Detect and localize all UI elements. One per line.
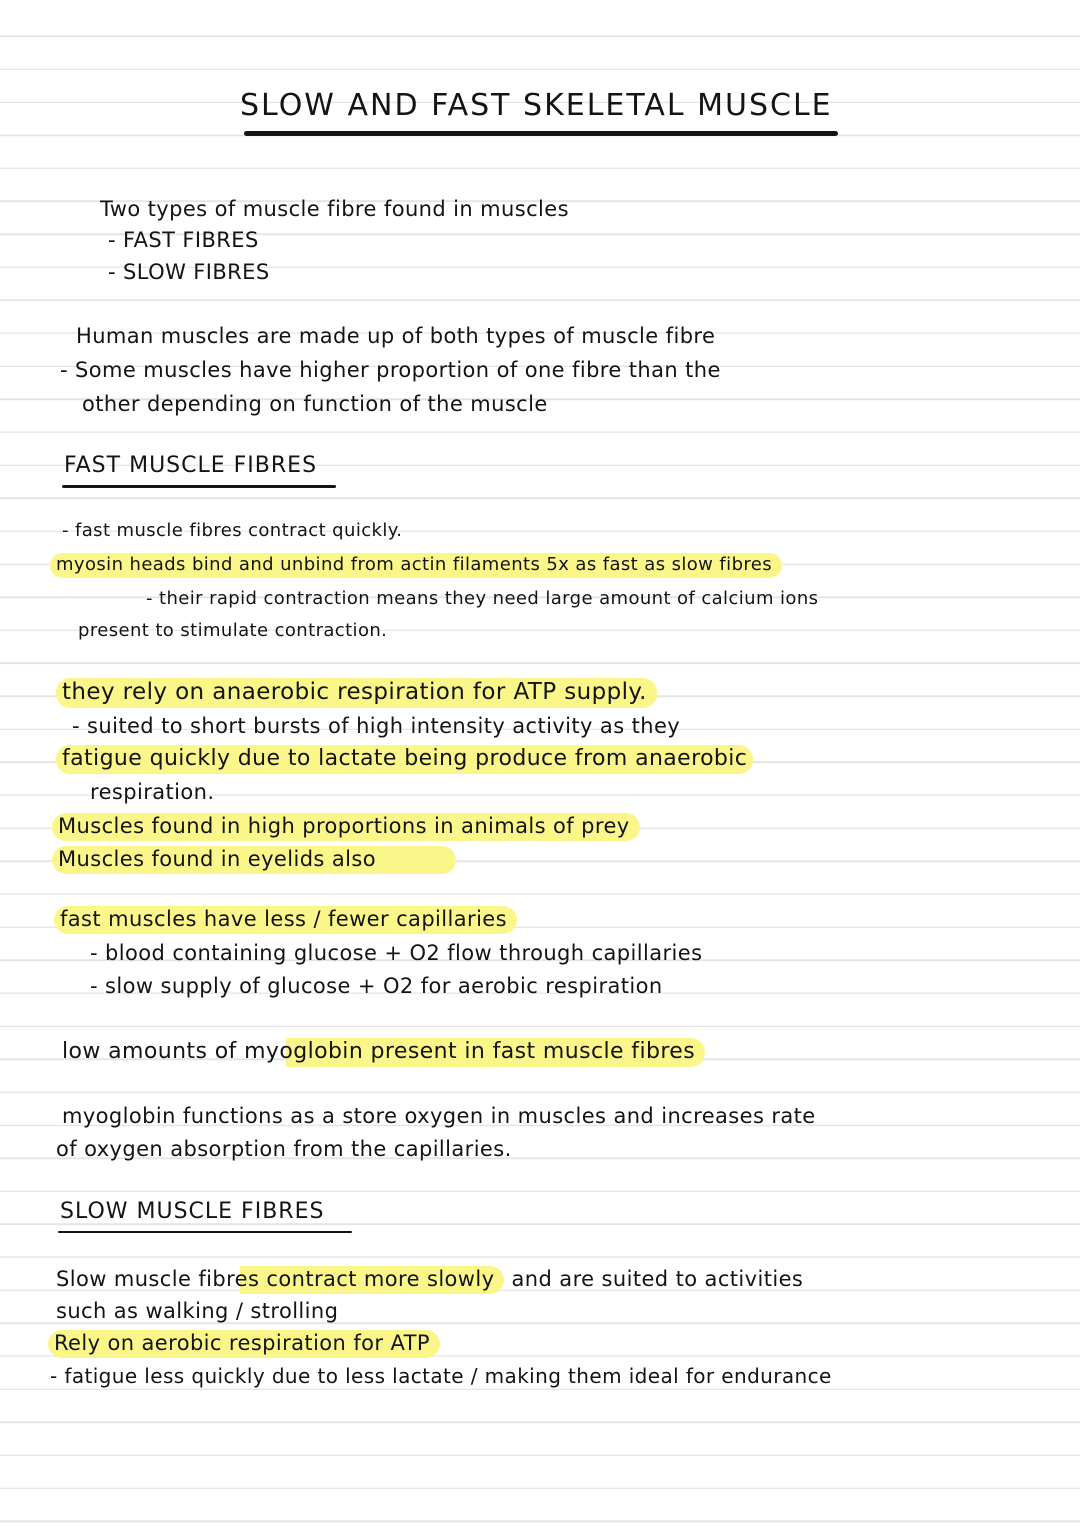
fast-p1-line-1: - fast muscle fibres contract quickly. xyxy=(62,520,403,541)
fast-fibres-heading: FAST MUSCLE FIBRES xyxy=(64,453,318,478)
human-line-2: - Some muscles have higher proportion of one fibre than the xyxy=(60,358,721,382)
intro-item-fast: - FAST FIBRES xyxy=(108,228,259,252)
fast-p3-line-3: - slow supply of glucose + O2 for aerobic respiration xyxy=(90,974,663,998)
slow-line-1b: and are suited to activities xyxy=(504,1267,804,1291)
intro-item-slow: - SLOW FIBRES xyxy=(108,260,270,284)
slow-line-4: - fatigue less quickly due to less lactate / making them ideal for endurance xyxy=(50,1364,832,1388)
title-underline xyxy=(244,131,838,136)
fast-p3-line-1: fast muscles have less / fewer capillaries xyxy=(54,906,517,934)
fast-p2-line-5: Muscles found in high proportions in animals of prey xyxy=(52,813,640,841)
fast-heading-underline xyxy=(62,485,336,488)
fast-p1-line-4: present to stimulate contraction. xyxy=(78,620,388,641)
page-title: SLOW AND FAST SKELETAL MUSCLE xyxy=(240,88,833,123)
fast-p5-line-2: of oxygen absorption from the capillaries. xyxy=(56,1137,512,1161)
slow-heading-underline xyxy=(58,1231,352,1233)
human-line-1: Human muscles are made up of both types of muscle fibre xyxy=(76,324,716,348)
fast-p2-line-6-wrap xyxy=(58,845,456,873)
fast-p2-line-6: Muscles found in eyelids also xyxy=(52,846,456,874)
fast-p2-line-3: fatigue quickly due to lactate being produce from anaerobic xyxy=(56,745,753,774)
fast-p2-line-4: respiration. xyxy=(90,780,215,804)
fast-p4-line-1-wrap xyxy=(62,1038,705,1066)
fast-p2-line-2: - suited to short bursts of high intensity activity as they xyxy=(72,714,681,738)
slow-line-1-wrap xyxy=(56,1265,803,1293)
fast-p3-line-1-wrap xyxy=(60,905,517,933)
slow-line-2: such as walking / strolling xyxy=(56,1299,339,1323)
slow-line-3: Rely on aerobic respiration for ATP xyxy=(48,1330,440,1358)
slow-line-3-wrap xyxy=(54,1329,440,1357)
human-line-3: other depending on function of the muscle xyxy=(82,392,548,416)
fast-p1-line-3: - their rapid contraction means they need large amount of calcium ions xyxy=(146,588,819,609)
fast-p2-line-3-wrap xyxy=(62,745,753,773)
intro-line: Two types of muscle fibre found in muscles xyxy=(100,197,569,221)
fast-p2-line-1-wrap xyxy=(62,678,657,706)
fast-p5-line-1: myoglobin functions as a store oxygen in muscles and increases rate xyxy=(62,1104,816,1128)
slow-fibres-heading: SLOW MUSCLE FIBRES xyxy=(60,1199,325,1224)
fast-p1-line-2: myosin heads bind and unbind from actin filaments 5x as fast as slow fibres xyxy=(50,553,782,578)
fast-p4-line-1: low amounts of myoglobin present in fast muscle fibres xyxy=(56,1038,705,1067)
slow-line-1a: Slow muscle fibres contract more slowly xyxy=(50,1266,504,1294)
fast-p2-line-5-wrap xyxy=(58,812,640,840)
fast-p1-line-2-wrap xyxy=(56,551,782,579)
fast-p3-line-2: - blood containing glucose + O2 flow through capillaries xyxy=(90,941,703,965)
fast-p2-line-1: they rely on anaerobic respiration for ATP supply. xyxy=(56,678,657,708)
